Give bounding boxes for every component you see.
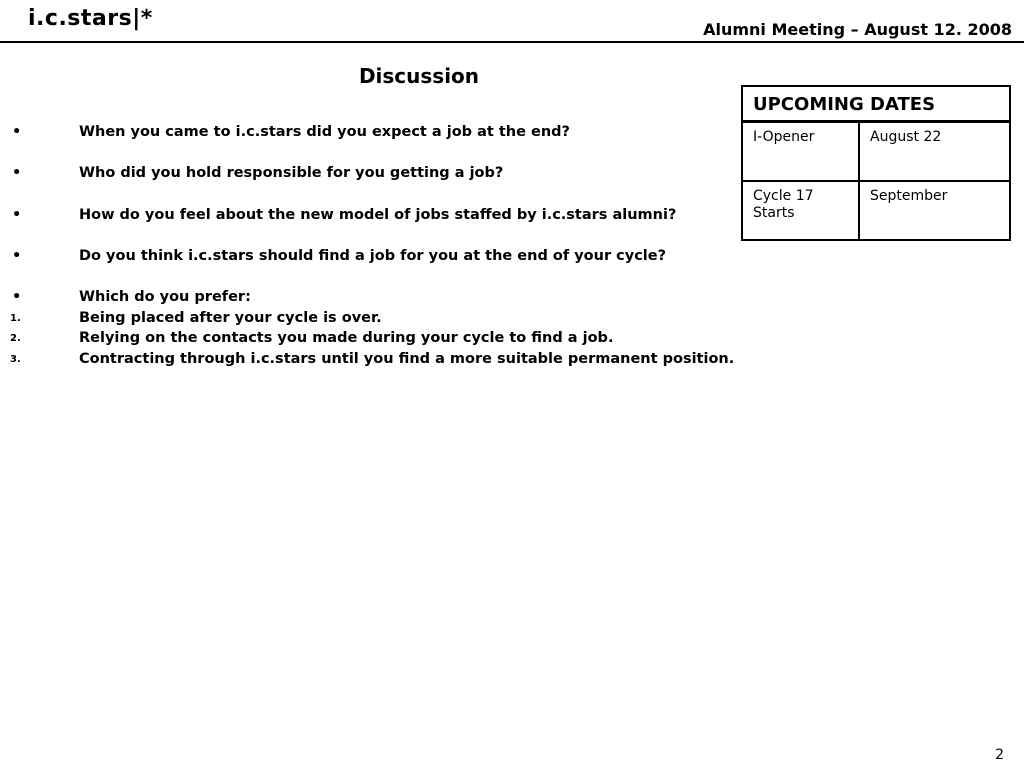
table-row	[742, 122, 1010, 182]
number-marker: 1.	[10, 313, 21, 324]
option-text: Contracting through i.c.stars until you find a more suitable permanent position.	[79, 351, 735, 367]
number-marker: 2.	[10, 333, 21, 344]
option-text: Being placed after your cycle is over.	[79, 310, 382, 326]
question-text: How do you feel about the new model of jobs staffed by i.c.stars alumni?	[79, 207, 677, 223]
meeting-title: Alumni Meeting – August 12. 2008	[703, 20, 1012, 39]
question-text: Do you think i.c.stars should find a job for you at the end of your cycle?	[79, 248, 667, 264]
upcoming-dates-table	[741, 85, 1011, 241]
question-text: Who did you hold responsible for you getting a job?	[79, 165, 504, 181]
upcoming-dates-heading: UPCOMING DATES	[742, 86, 1010, 122]
bullet-marker: •	[12, 289, 22, 305]
option-text: Relying on the contacts you made during your cycle to find a job.	[79, 330, 614, 346]
bullet-marker: •	[12, 165, 22, 181]
date-cell: August 22	[859, 122, 1010, 182]
logo: i.c.stars|*	[28, 6, 153, 31]
bullet-marker: •	[12, 248, 22, 264]
table-row	[742, 181, 1010, 240]
event-cell: Cycle 17 Starts	[742, 181, 859, 240]
bullet-marker: •	[12, 207, 22, 223]
page-number: 2	[995, 747, 1004, 763]
bullet-marker: •	[12, 124, 22, 140]
table-header-row	[742, 86, 1010, 122]
question-text: Which do you prefer:	[79, 289, 251, 305]
event-cell: I-Opener	[742, 122, 859, 182]
date-cell: September	[859, 181, 1010, 240]
header-divider	[0, 41, 1024, 43]
discussion-title: Discussion	[358, 64, 480, 88]
number-marker: 3.	[10, 354, 21, 365]
question-text: When you came to i.c.stars did you expect a job at the end?	[79, 124, 570, 140]
